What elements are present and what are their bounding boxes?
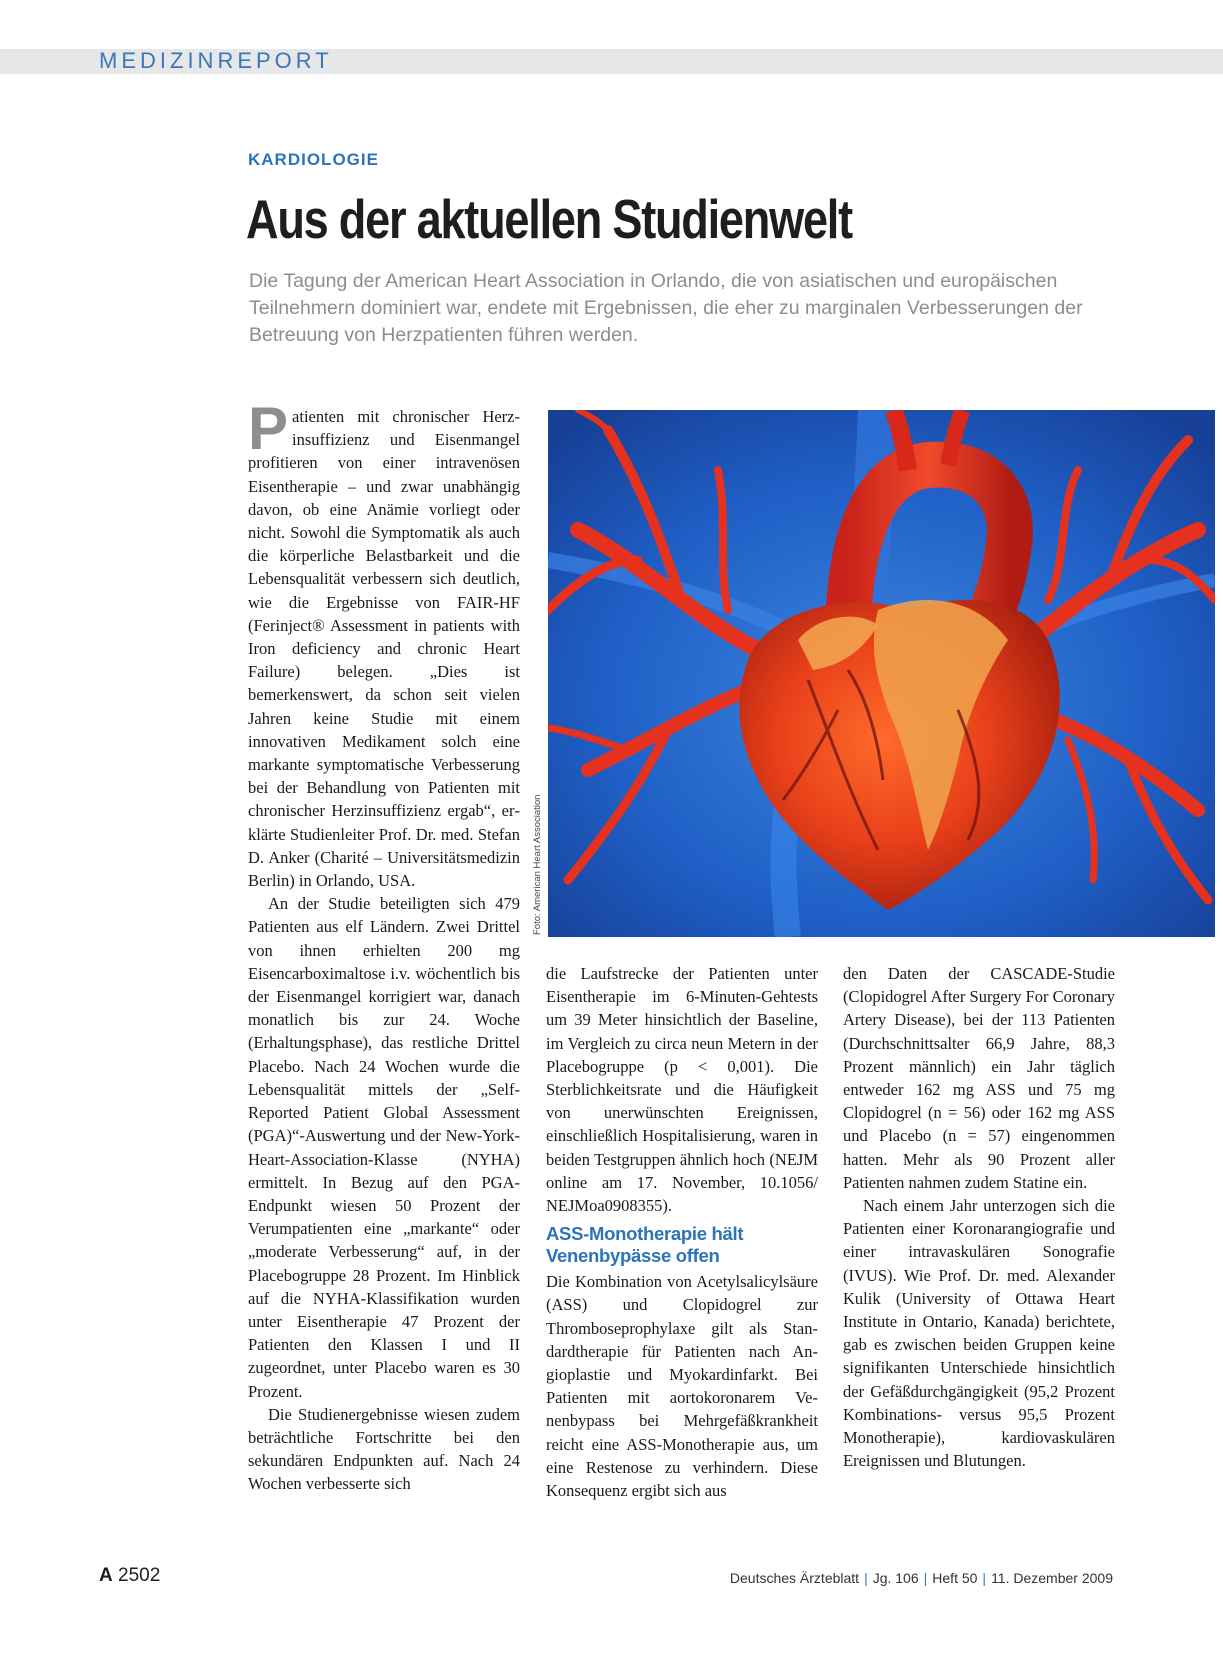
article-title: Aus der aktuellen Studienwelt [246,188,852,250]
paragraph [248,395,520,892]
page-number-value: 2502 [118,1565,161,1586]
section-subheading: ASS-Monotherapie hält Venenbypässe offen [546,1223,744,1267]
text-column-1 [248,395,520,1496]
paragraph: Die Studienergebnisse wiesen zudem beträchtliche Fortschritte bei den sekundären Endpunkten auf. Nach 24 Wochen verbesserte sich [248,1404,520,1494]
heart-illustration-icon [548,410,1215,937]
text-column-2 [546,962,818,1502]
paragraph: den Daten der CASCADE-Studie (Clopidogrel After Surgery For Coronary Artery Disease), bei der 113 Patienten (Durchschnittsalter 66,9 Jahre, 88,3 Prozent männlich) ein Jahr täglich entweder 162 mg ASS und 75 mg Clopidogrel (n = 56) oder 162 mg ASS und Placebo (n = 57) eingenommen hatten. Mehr als 90 Prozent aller Patienten nahmen zudem Statine ein. [843,964,1115,1192]
text-column-3 [843,962,1115,1472]
journal-name: Deutsches Ärzteblatt [729,1570,860,1586]
section-label: MEDIZINREPORT [99,48,333,73]
journal-date: 11. Dezember 2009 [991,1570,1113,1586]
footer-separator: | [923,1570,928,1586]
article-lead: Die Tagung der American Heart Association in Orlando, die von asiatischen und europäischen Teilnehmern dominiert war, endete mit Ergebnissen, die eher zu marginalen Verbesserungen der Betreuung von Herzpatienten führen werden. [249,270,1083,346]
journal-volume: Jg. 106 [872,1570,919,1586]
footer-separator: | [864,1570,868,1586]
heart-illustration [548,410,1215,937]
paragraph: die Laufstrecke der Patienten unter Eisentherapie im 6-Minuten-Gehtests um 39 Meter hinsichtlich der Baseline, im Vergleich zu circa neun Metern in der Placebogruppe (p < 0,001). Die Sterblichkeitsrate und die Häufigkeit von unerwünschten Ereignissen, einschließlich Hospitalisierung, waren in beiden Testgruppen ähnlich hoch (NEJM online am 17. November, 10.1056/ NEJMoa0908355). [546,964,818,1216]
paragraph: An der Studie beteiligten sich 479 Patienten aus elf Ländern. Zwei Drittel von ihnen erhielten 200 mg Eisencarboximaltose i.v. wöchentlich bis der Eisenmangel korrigiert war, danach monatlich bis zur 24. Woche (Erhaltungsphase), das restliche Drittel Placebo. Nach 24 Wochen wurde die Lebensqualität mittels der „Self-Reported Patient Global Assessment (PGA)“-Auswertung und der New-York-Heart-Association-Klasse (NYHA) ermittelt. In Bezug auf den PGA-Endpunkt wiesen 50 Prozent der Verumpatienten eine „markante“ oder „moderate Verbesserung“ auf, in der Placebogruppe 28 Prozent. Im Hinblick auf die NYHA-Klassifikation wurden unter Eisentherapie 47 Prozent der Patienten den Klassen I und II zugeordnet, unter Placebo waren es 30 Prozent. [248,894,520,1401]
footer-separator: | [982,1570,987,1586]
journal-footer [730,1570,1113,1586]
drop-cap: P [248,395,289,462]
journal-issue: Heft 50 [932,1570,978,1586]
page-prefix: A [99,1565,113,1586]
paragraph: Die Kombination von Acetylsalicylsäure (ASS) und Clopidogrel zur Thromboseprophylaxe gilt als Standardtherapie für Patienten nach Angioplastie und Myokardinfarkt. Bei Patienten mit aortokoronarem Venenbypass bei Mehrgefäßkrankheit reicht eine ASS-Monotherapie aus, um eine Restenose zu verhindern. Diese Konsequenz ergibt sich aus [546,1272,818,1501]
paragraph: Nach einem Jahr unterzogen sich die Patienten einer Koronarangiografie und einer intravaskulären Sonografie (IVUS). Wie Prof. Dr. med. Alexander Kulik (University of Ottawa Heart Institute in Ontario, Kanada) berichtete, gab es zwischen beiden Gruppen keine signifikanten Unterschiede hinsichtlich der Gefäßdurchgängigkeit (95,2 Prozent Kombinations- versus 95,5 Prozent Monotherapie), kardiovaskulären Ereignissen und Blutungen. [843,1196,1115,1471]
article-kicker: KARDIOLOGIE [248,150,379,169]
paragraph-text: atienten mit chronischer Herzinsuffizienz und Eisenmangel profitieren von einer intravenösen Eisentherapie – und zwar unabhängig davon, ob eine Anämie vorliegt oder nicht. Sowohl die Symptomatik als auch die körperliche Belastbarkeit und die Lebensqualität verbessern sich deutlich, wie die Ergebnisse von FAIR-HF (Ferinject® Assessment in patients with Iron deficiency and chronic Heart Failure) belegen. „Dies ist bemerkenswert, da schon seit vielen Jahren keine Studie mit einem innovativen Medikament solch eine markante symptomatische Verbesserung bei der Behandlung von Patienten mit chronischer Herzinsuffizienz ergab“, erklärte Studienleiter Prof. Dr. med. Stefan D. Anker (Charité – Universitätsmedizin Berlin) in Orlando, USA. [248,407,520,891]
page-number [99,1565,160,1587]
photo-credit: Foto: American Heart Association [532,794,543,935]
